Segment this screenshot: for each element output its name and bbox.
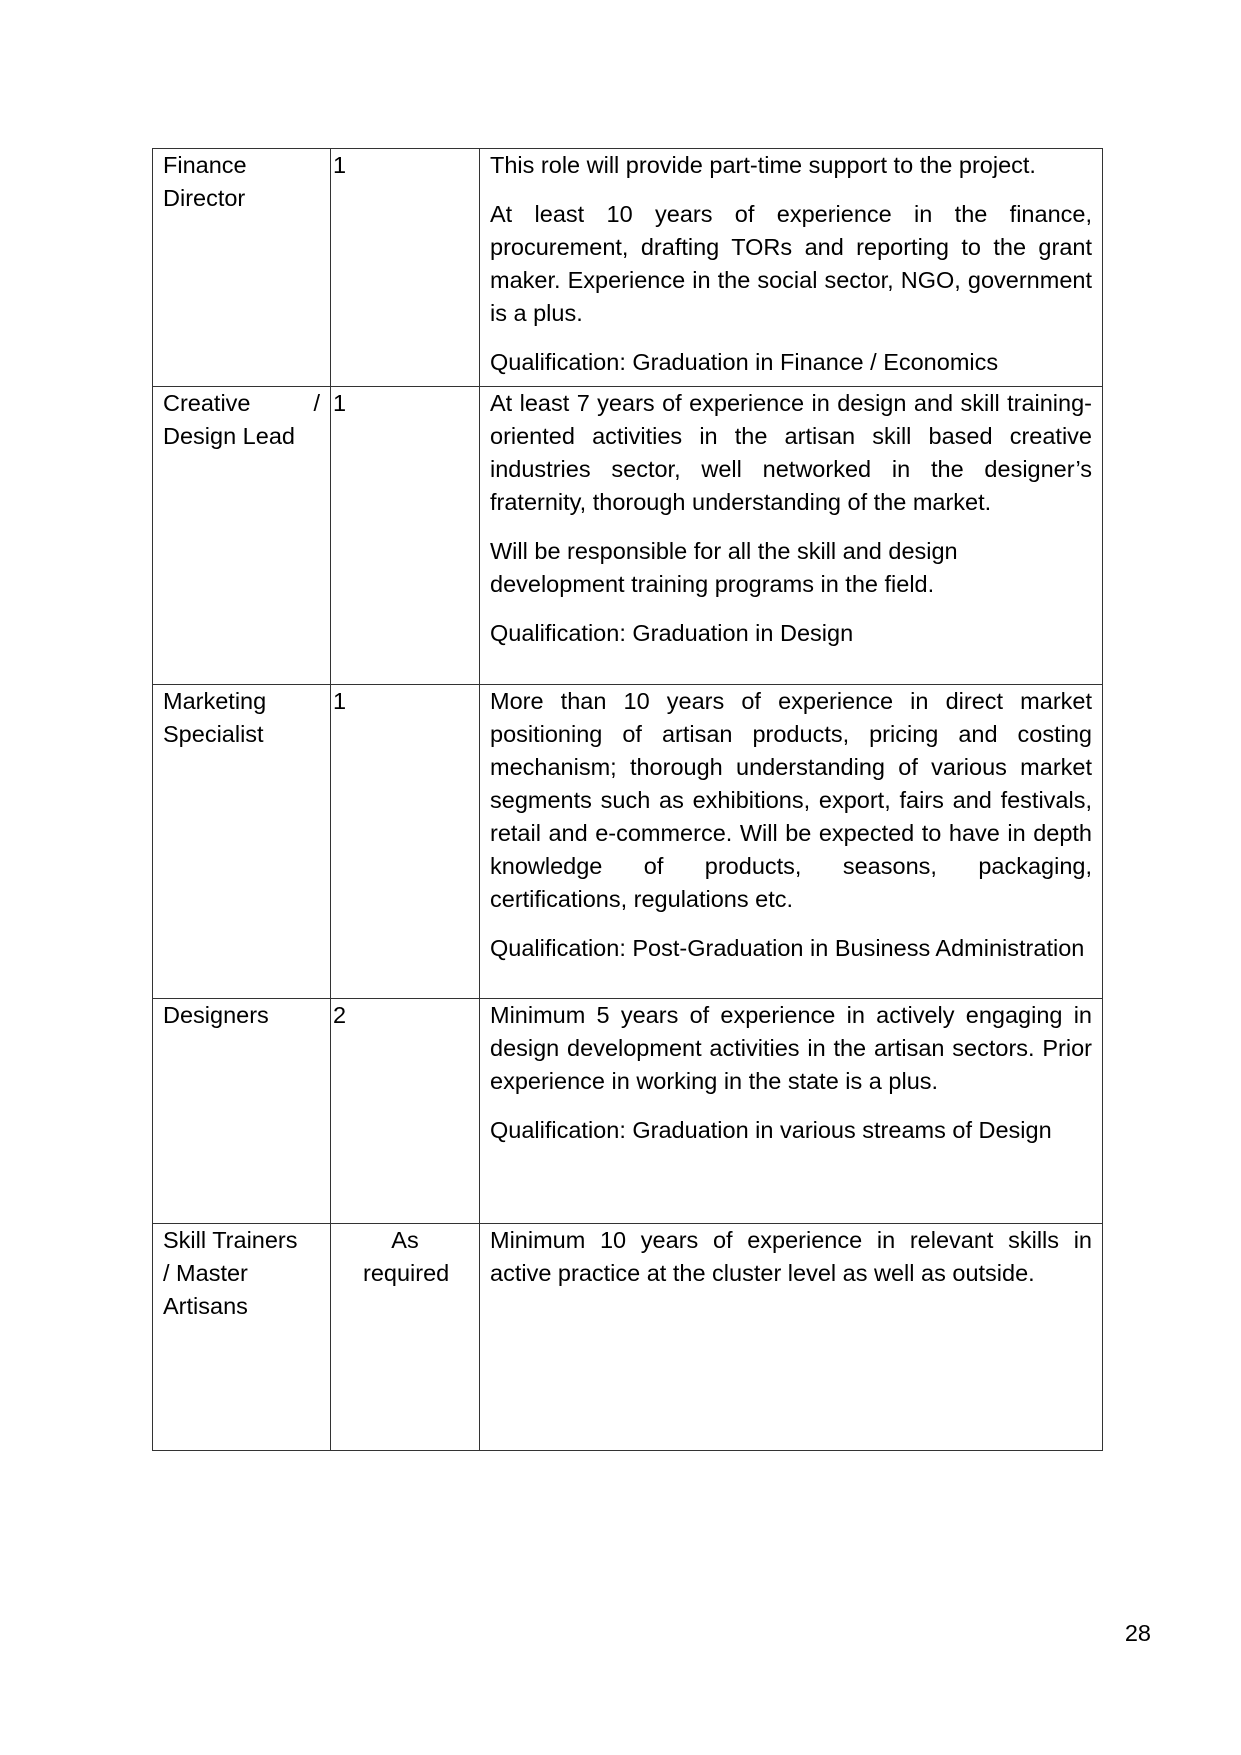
table-row: [153, 685, 1103, 999]
role-name: Finance Director: [163, 152, 247, 211]
qualification-text: Qualification: Graduation in various streams of Design: [490, 1117, 1052, 1143]
qualification-text: Qualification: Graduation in Design: [490, 620, 854, 646]
description-paragraph: More than 10 years of experience in direct market positioning of artisan products, pricing and costing mechanism; thorough understanding of various market segments such as exhibitions, export, fairs and festivals, retail and e-commerce. Will be expected to have in depth knowledge of products, seasons, packaging, certifications, regulations etc.: [490, 688, 1092, 912]
description-paragraph: At least 10 years of experience in the finance, procurement, drafting TORs and reporting to the grant maker. Experience in the social sector, NGO, government is a plus.: [490, 201, 1092, 326]
role-name: Marketing Specialist: [163, 688, 267, 747]
role-count: 2: [333, 1002, 347, 1028]
role-count: 1: [333, 152, 347, 178]
role-name: Designers: [163, 1002, 269, 1028]
description-paragraph: Will be responsible for all the skill and design development training programs in the field.: [490, 538, 958, 597]
description-cell: [480, 387, 1103, 685]
description-cell: [480, 1224, 1103, 1451]
role-name-line: Skill Trainers: [163, 1227, 298, 1253]
description-cell: [480, 999, 1103, 1224]
role-name: Creative / Design Lead: [163, 390, 320, 449]
role-cell: [153, 387, 331, 685]
role-cell: [153, 685, 331, 999]
page-number: 28: [1124, 1620, 1151, 1646]
description-cell: [480, 685, 1103, 999]
count-cell: [331, 1224, 480, 1451]
role-count: As required: [363, 1227, 450, 1286]
description-paragraph: Minimum 10 years of experience in relevant skills in active practice at the cluster level as well as outside.: [490, 1227, 1092, 1286]
role-name-line: Artisans: [163, 1293, 248, 1319]
count-cell: [331, 149, 480, 387]
table-row: [153, 999, 1103, 1224]
role-name-line: / Master: [163, 1260, 248, 1286]
count-cell: [331, 387, 480, 685]
description-paragraph: Minimum 5 years of experience in actively engaging in design development activities in the artisan sectors. Prior experience in working in the state is a plus.: [490, 1002, 1092, 1094]
description-paragraph: This role will provide part-time support to the project.: [490, 152, 1036, 178]
description-cell: [480, 149, 1103, 387]
role-cell: [153, 1224, 331, 1451]
table-row: [153, 149, 1103, 387]
qualification-text: Qualification: Graduation in Finance / Economics: [490, 349, 999, 375]
table-row: [153, 1224, 1103, 1451]
description-paragraph: At least 7 years of experience in design and skill training-oriented activities in the artisan skill based creative industries sector, well networked in the designer’s fraternity, thorough understanding of the market.: [490, 390, 1092, 515]
count-cell: [331, 685, 480, 999]
table-row: [153, 387, 1103, 685]
staffing-table: [152, 148, 1103, 1451]
role-cell: [153, 149, 331, 387]
role-count: 1: [333, 688, 347, 714]
role-count: 1: [333, 390, 347, 416]
count-cell: [331, 999, 480, 1224]
qualification-text: Qualification: Post-Graduation in Business Administration: [490, 935, 1085, 961]
role-cell: [153, 999, 331, 1224]
